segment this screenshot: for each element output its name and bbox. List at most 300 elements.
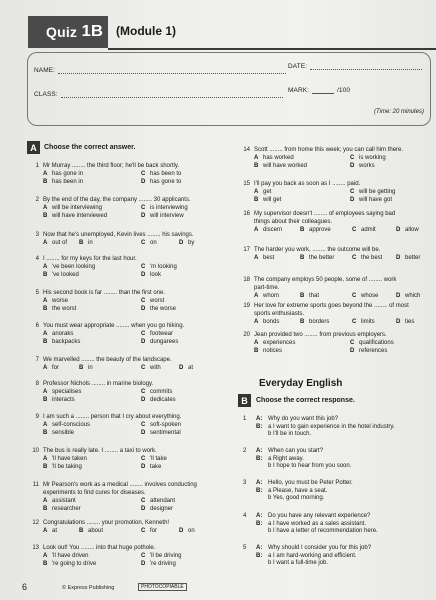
answer-option[interactable] (141, 430, 181, 438)
question-number: 15 (243, 181, 250, 187)
option-text: in (88, 365, 93, 371)
answer-option[interactable] (141, 498, 175, 506)
option-letter: B (79, 365, 84, 371)
section-b-title: Choose the correct response. (256, 397, 355, 404)
option-letter: A (43, 528, 48, 534)
option-text: with (150, 365, 161, 371)
question-stem-continued: part-time. (254, 285, 280, 291)
response-option-a[interactable]: a Please, have a seat. (268, 487, 328, 494)
response-option-b[interactable]: b I have a letter of recommendation here. (268, 528, 378, 535)
option-letter: D (141, 178, 146, 185)
option-text: get (263, 189, 272, 195)
everyday-english-title: Everyday English (259, 378, 343, 389)
option-text: 'll have driven (52, 553, 89, 559)
option-text: discern (263, 227, 283, 233)
option-text: look (150, 271, 162, 278)
section-a-badge: A (27, 141, 40, 154)
option-text: commits (150, 389, 173, 395)
option-text: 'll be taking (52, 463, 82, 470)
question-number: 9 (35, 414, 39, 420)
option-letter: D (141, 429, 146, 436)
answer-option[interactable] (300, 227, 331, 235)
answer-option[interactable] (350, 163, 375, 171)
option-text: limits (361, 319, 375, 325)
option-letter: C (141, 298, 146, 304)
option-text: qualifications (359, 340, 394, 346)
option-text: is interviewing (150, 205, 188, 211)
option-text: borders (309, 319, 330, 325)
option-letter: D (141, 338, 146, 345)
option-text: assistant (52, 498, 76, 504)
page-number: 6 (22, 582, 28, 592)
answer-option[interactable] (300, 319, 329, 327)
option-letter: C (141, 171, 146, 177)
answer-option[interactable] (350, 155, 386, 163)
option-letter: A (254, 155, 259, 161)
date-label: DATE: (288, 63, 308, 70)
answer-option[interactable] (352, 227, 376, 235)
response-option-b[interactable]: b I hope to hear from you soon. (268, 463, 352, 470)
question-number: 13 (32, 545, 39, 551)
option-text: footwear (150, 331, 174, 337)
option-text: by (188, 240, 195, 246)
class-label: CLASS: (34, 91, 58, 98)
answer-option[interactable] (43, 264, 95, 272)
answer-option[interactable] (43, 298, 68, 306)
option-letter: C (350, 340, 355, 346)
option-text: dungarees (150, 338, 179, 345)
speaker-a-label: A: (256, 513, 263, 519)
answer-option[interactable] (179, 365, 193, 373)
option-letter: D (141, 463, 146, 470)
quiz-tab (28, 16, 108, 48)
question-stem: Now that he's unemployed, Kevin lives ........ his savings. (43, 232, 194, 238)
question-number: 2 (35, 197, 39, 203)
option-letter: D (141, 271, 146, 278)
option-text: at (188, 365, 194, 371)
answer-option[interactable] (141, 397, 176, 405)
answer-option[interactable] (179, 528, 195, 536)
option-text: bonds (263, 319, 280, 325)
option-letter: B (43, 338, 48, 345)
question-item (27, 545, 232, 577)
option-text: has worked (263, 155, 294, 161)
speaker-a-label: A: (256, 416, 263, 422)
answer-option[interactable] (396, 255, 420, 263)
option-letter: A (43, 240, 48, 246)
answer-option[interactable] (254, 319, 279, 327)
option-text: whose (361, 293, 379, 299)
speaker-a-line: Hello, you must be Peter Potter. (268, 480, 353, 486)
option-letter: B (79, 528, 84, 534)
answer-option[interactable] (43, 430, 74, 438)
option-text: specialises (52, 389, 82, 395)
option-letter: D (141, 560, 146, 567)
answer-option[interactable] (350, 340, 394, 348)
speaker-b-label: B: (256, 487, 263, 494)
response-option-a[interactable]: a Right away. (268, 455, 304, 462)
option-text: in (88, 240, 93, 246)
question-stem: His second book is far ........ than the first one. (43, 290, 166, 296)
answer-option[interactable] (43, 498, 76, 506)
publisher: © Express Publishing (62, 585, 115, 591)
question-stem: Congratulations ........ your promotion, Kenneth! (43, 520, 170, 526)
answer-option[interactable] (141, 240, 157, 248)
option-text: whom (263, 293, 280, 299)
option-letter: C (141, 498, 146, 504)
option-letter: A (43, 389, 48, 395)
option-letter: B (43, 463, 48, 470)
option-text: out of (52, 240, 68, 246)
answer-option[interactable] (396, 227, 419, 235)
option-letter: B (43, 212, 48, 219)
question-number: 6 (35, 323, 39, 329)
question-item (27, 482, 232, 514)
option-text: 'll take (150, 456, 167, 462)
question-stem-continued: experiments to find cures for diseases. (43, 490, 146, 496)
option-text: the better (309, 255, 335, 261)
speaker-a-label: A: (256, 545, 263, 551)
answer-option[interactable] (141, 456, 167, 464)
answer-option[interactable] (141, 389, 172, 397)
question-stem: You must wear appropriate ........ when you go hiking. (43, 323, 185, 329)
response-option-a[interactable]: a I want to gain experience in the hotel industry. (268, 423, 395, 430)
answer-option[interactable] (43, 205, 102, 213)
option-text: take (150, 463, 162, 470)
answer-option[interactable] (141, 528, 157, 536)
answer-option[interactable] (254, 227, 282, 235)
option-text: will have worked (263, 162, 308, 169)
answer-option[interactable] (141, 171, 181, 179)
option-text: 'm looking (150, 264, 177, 270)
answer-option[interactable] (352, 293, 378, 301)
question-number: 14 (243, 147, 250, 153)
question-item (27, 197, 232, 229)
speaker-b-label: B: (256, 423, 263, 430)
answer-option[interactable] (43, 171, 83, 179)
question-number: 4 (35, 256, 39, 262)
question-number: 3 (35, 232, 39, 238)
option-letter: D (141, 396, 146, 403)
option-letter: D (350, 347, 355, 354)
speaker-a-line: Why should I consider you for this job? (268, 545, 372, 551)
option-text: the worse (150, 305, 177, 312)
question-item (27, 256, 232, 288)
option-letter: C (141, 456, 146, 462)
class-field[interactable] (61, 97, 283, 98)
answer-option[interactable] (141, 272, 161, 280)
option-letter: B (43, 560, 48, 567)
option-letter: A (43, 205, 48, 211)
mark-label: MARK: (288, 87, 310, 94)
option-letter: C (141, 553, 146, 559)
option-letter: D (141, 305, 146, 312)
option-letter: C (141, 365, 146, 371)
option-text: soft-spoken (150, 422, 182, 428)
option-text: allow (405, 227, 419, 233)
answer-option[interactable] (43, 506, 81, 514)
option-letter: A (43, 456, 48, 462)
option-letter: C (352, 293, 357, 299)
option-letter: C (141, 331, 146, 337)
question-stem: Professor Nichols ........ in marine biology. (43, 381, 154, 387)
option-letter: B (300, 293, 305, 299)
option-letter: A (43, 298, 48, 304)
option-letter: B (43, 505, 48, 512)
option-letter: D (179, 365, 184, 371)
answer-option[interactable] (79, 528, 103, 536)
option-letter: D (396, 293, 401, 299)
question-item (27, 323, 232, 355)
answer-option[interactable] (43, 464, 82, 472)
answer-option[interactable] (254, 197, 281, 205)
response-option-b[interactable]: b I'll be in touch. (268, 431, 312, 438)
option-text: experiences (263, 340, 296, 346)
answer-option[interactable] (141, 365, 161, 373)
answer-option[interactable] (43, 331, 73, 339)
option-text: the worst (52, 305, 77, 312)
answer-option[interactable] (179, 240, 194, 248)
answer-option[interactable] (350, 348, 387, 356)
dialogue-number: 3 (243, 480, 247, 486)
answer-option[interactable] (350, 197, 392, 205)
option-text: will interview (150, 212, 184, 219)
option-letter: C (141, 528, 146, 534)
option-letter: B (43, 305, 48, 312)
question-stem-continued: sports enthusiasts. (254, 311, 305, 317)
question-stem: The harder you work, ........ the outcome will be. (254, 247, 381, 253)
question-stem: Jean provided two ........ from previous employers. (254, 332, 387, 338)
answer-option[interactable] (254, 189, 271, 197)
question-stem: My supervisor doesn't ........ of employees saying bad (254, 211, 396, 217)
response-option-b[interactable]: b I want a full-time job. (268, 560, 329, 567)
option-text: at (52, 528, 58, 534)
option-letter: D (141, 212, 146, 219)
option-letter: D (350, 196, 355, 203)
question-item (27, 414, 232, 446)
option-letter: B (254, 162, 259, 169)
mark-field[interactable] (312, 93, 334, 94)
answer-option[interactable] (43, 272, 79, 280)
section-a-title: Choose the correct answer. (44, 144, 136, 151)
option-letter: A (254, 340, 259, 346)
speaker-b-label: B: (256, 520, 263, 527)
question-stem: Scott ........ from home this week; you can call him there. (254, 147, 404, 153)
dialogue-number: 1 (243, 416, 247, 422)
option-letter: B (254, 196, 259, 203)
answer-option[interactable] (43, 213, 107, 221)
answer-option[interactable] (43, 179, 83, 187)
question-stem: I'll pay you back as soon as I ........ paid. (254, 181, 361, 187)
question-stem: We marvelled ........ the beauty of the landscape. (43, 357, 172, 363)
answer-option[interactable] (141, 339, 178, 347)
answer-option[interactable] (43, 528, 57, 536)
option-text: dedicates (150, 396, 176, 403)
answer-option[interactable] (141, 213, 184, 221)
answer-option[interactable] (396, 319, 414, 327)
speaker-b-label: B: (256, 455, 263, 462)
response-option-a[interactable]: a I am hard-working and efficient. (268, 552, 357, 559)
option-text: notices (263, 347, 283, 354)
option-letter: A (254, 227, 259, 233)
question-item (27, 163, 232, 195)
option-letter: A (43, 365, 48, 371)
answer-option[interactable] (396, 293, 420, 301)
option-letter: D (141, 505, 146, 512)
option-letter: B (43, 271, 48, 278)
response-option-a[interactable]: a I have worked as a sales assistant. (268, 520, 367, 527)
question-stem: By the end of the day, the company ........ 30 applicants. (43, 197, 191, 203)
answer-option[interactable] (141, 298, 164, 306)
answer-option[interactable] (43, 339, 80, 347)
speaker-a-label: A: (256, 448, 263, 454)
answer-option[interactable] (350, 189, 395, 197)
option-letter: B (254, 347, 259, 354)
option-text: which (405, 293, 421, 299)
photocopiable-label: PHOTOCOPIABLE (138, 583, 187, 591)
option-letter: B (300, 255, 305, 261)
option-letter: B (43, 178, 48, 185)
answer-option[interactable] (254, 163, 307, 171)
option-text: works (359, 162, 375, 169)
answer-option[interactable] (43, 389, 81, 397)
mark-total: /100 (337, 87, 351, 94)
option-text: backpacks (52, 338, 81, 345)
option-text: designer (150, 505, 174, 512)
option-text: will get (263, 196, 282, 203)
question-stem: I ........ for my keys for the last hour. (43, 256, 137, 262)
speaker-a-line: Why do you want this job? (268, 416, 339, 422)
option-letter: B (300, 227, 305, 233)
answer-option[interactable] (141, 506, 173, 514)
option-text: on (150, 240, 157, 246)
option-letter: C (141, 422, 146, 428)
question-item (238, 211, 432, 243)
answer-option[interactable] (79, 365, 93, 373)
option-text: has been to (150, 171, 182, 177)
answer-option[interactable] (254, 293, 279, 301)
answer-option[interactable] (141, 179, 181, 187)
answer-option[interactable] (254, 348, 282, 356)
option-text: will be interviewing (52, 205, 103, 211)
answer-option[interactable] (300, 255, 334, 263)
module-label: (Module 1) (116, 24, 176, 38)
option-text: self-conscious (52, 422, 91, 428)
section-b-badge: B (238, 394, 251, 407)
option-letter: D (396, 319, 401, 325)
answer-option[interactable] (79, 240, 93, 248)
question-item (238, 303, 432, 335)
answer-option[interactable] (141, 553, 182, 561)
dialogue-number: 5 (243, 545, 247, 551)
option-text: sensible (52, 429, 75, 436)
option-text: on (188, 528, 195, 534)
option-text: researcher (52, 505, 81, 512)
answer-option[interactable] (43, 240, 67, 248)
question-stem: The bus is really late. I ........ a taxi to work. (43, 448, 157, 454)
answer-option[interactable] (352, 255, 382, 263)
question-number: 5 (35, 290, 39, 296)
question-number: 11 (32, 482, 39, 488)
question-stem: Mr Murray ........ the third floor; he'll be back shortly. (43, 163, 180, 169)
option-text: anoraks (52, 331, 74, 337)
option-letter: A (43, 331, 48, 337)
question-number: 16 (243, 211, 250, 217)
question-stem: The company employs 50 people, some of ........ work (254, 277, 397, 283)
option-text: about (88, 528, 104, 534)
option-text: has been in (52, 178, 84, 185)
name-field[interactable] (58, 73, 286, 74)
question-item (238, 332, 432, 364)
header-rule (108, 48, 436, 50)
answer-option[interactable] (141, 264, 177, 272)
option-text: the best (361, 255, 383, 261)
option-letter: C (350, 155, 355, 161)
answer-option[interactable] (43, 306, 76, 314)
answer-option[interactable] (254, 255, 274, 263)
answer-option[interactable] (43, 553, 89, 561)
question-number: 18 (243, 277, 250, 283)
question-number: 17 (243, 247, 250, 253)
answer-option[interactable] (300, 293, 319, 301)
option-text: is working (359, 155, 386, 161)
time-limit: (Time: 20 minutes) (374, 109, 424, 115)
option-letter: C (141, 264, 146, 270)
response-option-b[interactable]: b Yes, good morning. (268, 495, 325, 502)
option-text: 've looked (52, 271, 79, 278)
question-stem: Mr Pearson's work as a medical ........ involves conducting (43, 482, 197, 488)
answer-option[interactable] (43, 422, 90, 430)
speaker-a-line: Do you have any relevant experience? (268, 513, 371, 519)
answer-option[interactable] (141, 306, 176, 314)
option-letter: B (79, 240, 84, 246)
option-letter: C (350, 189, 355, 195)
option-letter: A (254, 189, 259, 195)
option-text: best (263, 255, 275, 261)
question-number: 7 (35, 357, 39, 363)
answer-option[interactable] (141, 205, 188, 213)
answer-option[interactable] (43, 456, 87, 464)
option-letter: C (141, 389, 146, 395)
answer-option[interactable] (141, 422, 181, 430)
option-letter: A (254, 319, 259, 325)
date-field[interactable] (310, 69, 422, 70)
question-item (238, 147, 432, 179)
option-text: 'll be driving (150, 553, 182, 559)
answer-option[interactable] (43, 397, 75, 405)
student-info-box (27, 52, 431, 126)
answer-option[interactable] (43, 365, 59, 373)
answer-option[interactable] (141, 464, 161, 472)
option-letter: D (396, 227, 401, 233)
question-number: 19 (243, 303, 250, 309)
speaker-a-label: A: (256, 480, 263, 486)
option-text: worst (150, 298, 165, 304)
question-item (238, 247, 432, 279)
option-text: ties (405, 319, 415, 325)
option-text: will have interviewed (52, 212, 108, 219)
answer-option[interactable] (141, 561, 176, 569)
answer-option[interactable] (141, 331, 173, 339)
answer-option[interactable] (43, 561, 96, 569)
dialogue-number: 4 (243, 513, 247, 519)
answer-option[interactable] (254, 340, 295, 348)
option-letter: B (43, 429, 48, 436)
answer-option[interactable] (254, 155, 294, 163)
option-text: 'll have taken (52, 456, 87, 462)
answer-option[interactable] (352, 319, 375, 327)
question-stem: Her love for extreme sports goes beyond the ........ of most (254, 303, 409, 309)
